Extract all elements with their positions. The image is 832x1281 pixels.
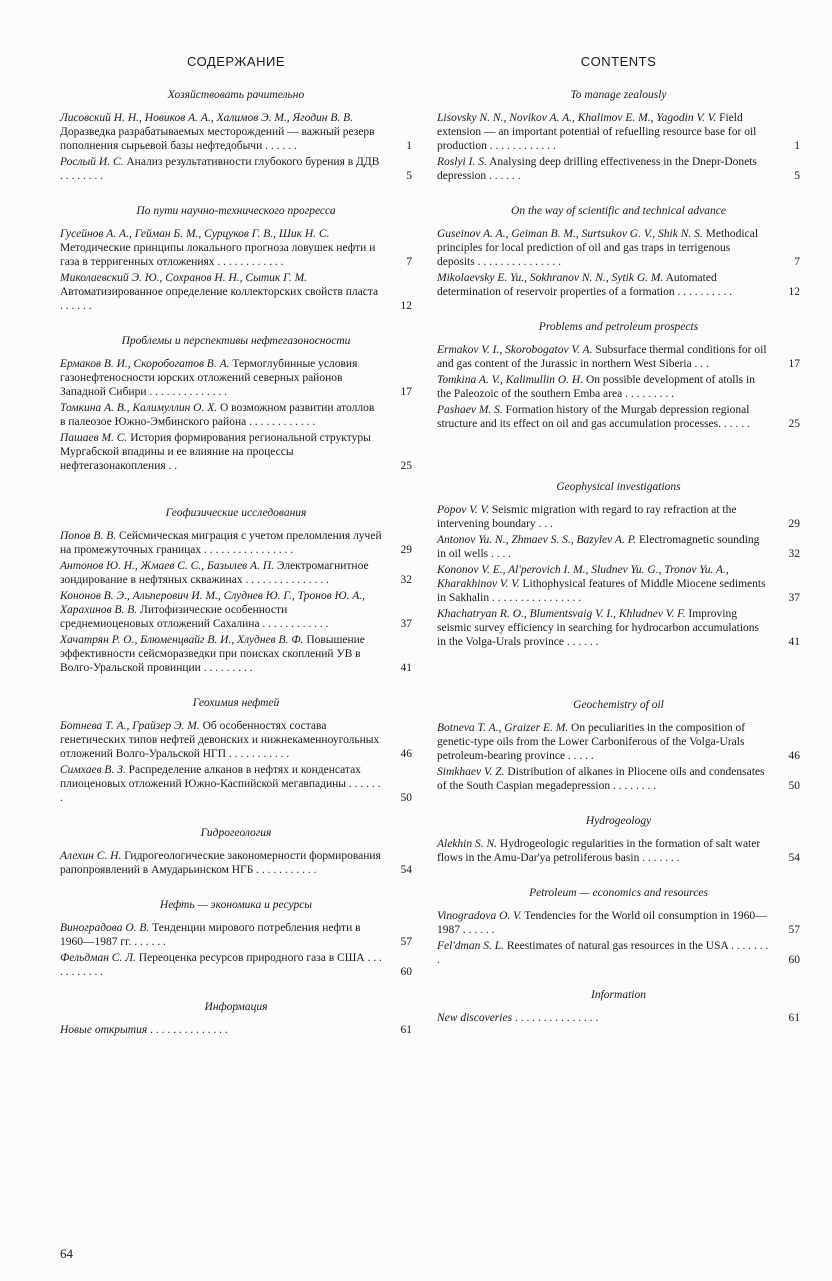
toc-entry <box>437 533 800 561</box>
entry-page: 61 <box>400 1024 412 1036</box>
toc-entry <box>60 849 412 877</box>
entry-title: Field extension — an important potential of refuelling resource base for oil production . . . . . . . . . . . . <box>437 112 757 152</box>
entry-page: 32 <box>400 574 412 586</box>
toc-entry <box>60 155 412 183</box>
entry-title: Electromagnetic sounding in oil wells . . . . <box>437 534 760 560</box>
toc-entry <box>437 939 800 967</box>
entry-page: 54 <box>400 864 412 876</box>
toc-entry <box>437 503 800 531</box>
toc-section <box>60 507 412 675</box>
entry-page: 5 <box>794 170 800 182</box>
entry-authors: Ермаков В. И., Скоробогатов В. А. <box>60 358 230 370</box>
toc-entry <box>60 431 412 473</box>
toc-section <box>60 899 412 979</box>
entry-page: 60 <box>400 966 412 978</box>
toc-section <box>437 989 800 1025</box>
entry-page: 1 <box>794 140 800 152</box>
entry-authors: Алехин С. Н. <box>60 850 122 862</box>
entry-authors: Фельдман С. Л. <box>60 952 136 964</box>
toc-section <box>437 481 800 649</box>
entry-title: Analysing deep drilling effectiveness in the Dnepr-Donets depression . . . . . . <box>437 156 757 182</box>
toc-section <box>437 699 800 793</box>
toc-entry <box>60 559 412 587</box>
entry-authors: Antonov Yu. N., Zhmaev S. S., Bazylev A. P. <box>437 534 637 546</box>
entry-title: Доразведка разрабатываемых месторождений — важный резерв пополнения сырьевой базы нефтедобычи . . . . . . <box>60 126 375 152</box>
entry-page: 29 <box>400 544 412 556</box>
toc-entry <box>60 921 412 949</box>
toc-entry <box>60 633 412 675</box>
entry-page: 41 <box>400 662 412 674</box>
section-title: Геофизические исследования <box>165 507 307 519</box>
entry-title: Automated determination of reservoir properties of a formation . . . . . . . . . . <box>437 272 733 298</box>
entry-page: 17 <box>400 386 412 398</box>
entry-page: 25 <box>400 460 412 472</box>
entry-page: 61 <box>788 1012 800 1024</box>
entry-authors: Pashaev M. S. <box>437 404 503 416</box>
toc-section <box>60 697 412 805</box>
toc-entry <box>437 765 800 793</box>
entry-authors: Хачатрян Р. О., Блюменцвайг В. И., Хлуднев В. Ф. <box>60 634 304 646</box>
entry-title: Formation history of the Murgab depression regional structure and its effect on oil and gas accumulation processes. . . . . . <box>437 404 750 430</box>
entry-title: Seismic migration with regard to ray refraction at the intervening boundary . . . <box>437 504 737 530</box>
toc-section <box>60 335 412 473</box>
entry-title: Improving seismic survey efficiency in searching for hydrocarbon accumulations in the Volga-Urals province . . . . . . <box>437 608 759 648</box>
entry-page: 46 <box>400 748 412 760</box>
entry-authors: Антонов Ю. Н., Жмаев С. С., Базылев А. П. <box>60 560 275 572</box>
toc-entry <box>437 721 800 763</box>
section-title: Information <box>591 989 646 1001</box>
entry-page: 41 <box>788 636 800 648</box>
entry-title: Об особенностях состава генетических типов нефтей девонских и нижнекаменноугольных отложений Волго-Уральской НГП . . . . . . . . . . . <box>60 720 380 760</box>
entry-page: 50 <box>788 780 800 792</box>
entry-authors: Roslyi I. S. <box>437 156 487 168</box>
toc-entry <box>437 909 800 937</box>
entry-page: 50 <box>400 792 412 804</box>
toc-entry <box>437 111 800 153</box>
entry-title: Методические принципы локального прогноза ловушек нефти и газа в терригенных отложениях . . . . . . . . . . . . <box>60 242 376 268</box>
entry-authors: Пашаев М. С. <box>60 432 128 444</box>
toc-entry <box>437 563 800 605</box>
entry-page: 37 <box>400 618 412 630</box>
entry-authors: Lisovsky N. N., Novikov A. A., Khalimov E. M., Yagodin V. V. <box>437 112 717 124</box>
toc-entry <box>437 227 800 269</box>
section-title: Petroleum — economics and resources <box>529 887 708 899</box>
entry-title: О возможном развитии атоллов в палеозое Южно-Эмбинского района . . . . . . . . . . . . <box>60 402 375 428</box>
entry-authors: Рослый И. С. <box>60 156 124 168</box>
entry-authors: Guseinov A. A., Geiman B. M., Surtsukov G. V., Shik N. S. <box>437 228 703 240</box>
section-title: To manage zealously <box>570 89 667 101</box>
toc-entry <box>437 373 800 401</box>
entry-title: Повышение эффективности сейсморазведки при поисках скоплений УВ в Волго-Уральской провинции . . . . . . . . . <box>60 634 365 674</box>
toc-section <box>60 89 412 183</box>
entry-authors: Гусейнов А. А., Гейман Б. М., Сурцуков Г. В., Шик Н. С. <box>60 228 330 240</box>
section-title: On the way of scientific and technical advance <box>511 205 726 217</box>
entry-authors: Томкина А. В., Калимуллин О. Х. <box>60 402 218 414</box>
toc-entry <box>437 837 800 865</box>
section-title: Нефть — экономика и ресурсы <box>159 899 313 911</box>
entry-authors: Vinogradova O. V. <box>437 910 522 922</box>
section-title: Geochemistry of oil <box>573 699 664 711</box>
section-title: Problems and petroleum prospects <box>538 321 699 333</box>
toc-entry <box>437 343 800 371</box>
toc-heading-ru: СОДЕРЖАНИЕ <box>186 54 285 69</box>
entry-title: Тенденции мирового потребления нефти в 1960—1987 гг. . . . . . . <box>60 922 361 948</box>
entry-page: 57 <box>400 936 412 948</box>
entry-title: Subsurface thermal conditions for oil and gas content of the Jurassic in northern West Siberia . . . <box>437 344 767 370</box>
toc-section <box>437 887 800 967</box>
toc-entry <box>60 271 412 313</box>
toc-entry <box>60 1023 412 1037</box>
toc-entry <box>437 607 800 649</box>
toc-entry <box>60 589 412 631</box>
entry-title: История формирования региональной структуры Мургабской впадины и ее влияние на процессы нефтегазонакопления . . <box>60 432 371 472</box>
toc-section <box>60 827 412 877</box>
toc-entry <box>60 401 412 429</box>
entry-page: 17 <box>788 358 800 370</box>
toc-entry <box>60 357 412 399</box>
entry-authors: Mikolaevsky E. Yu., Sokhranov N. N., Sytik G. M. <box>437 272 664 284</box>
entry-title: Hydrogeologic regularities in the formation of salt water flows in the Amu-Dar'ya petroliferous basin . . . . . . . <box>437 838 761 864</box>
entry-page: 32 <box>788 548 800 560</box>
entry-authors: Кононов В. Э., Альперович И. М., Слуднев Ю. Г., Тронов Ю. А., Харахинов В. В. <box>60 590 365 616</box>
toc-russian-column <box>60 48 412 1039</box>
entry-title: On peculiarities in the composition of genetic-type oils from the Lower Carboniferous of the Volga-Urals petroleum-bearing province . . . . . <box>437 722 746 762</box>
section-title: Геохимия нефтей <box>192 697 280 709</box>
toc-entry <box>60 111 412 153</box>
toc-section <box>60 205 412 313</box>
entry-authors: Лисовский Н. Н., Новиков А. А., Халимов Э. М., Ягодин В. В. <box>60 112 354 124</box>
entry-authors: Kononov V. E., Al'perovich I. M., Sludnev Yu. G., Tronov Yu. A., Kharakhinov V. V. <box>437 564 729 590</box>
section-title: Гидрогеология <box>200 827 272 839</box>
entry-title: Reestimates of natural gas resources in the USA . . . . . . . . <box>437 940 769 966</box>
entry-page: 12 <box>788 286 800 298</box>
section-title: Geophysical investigations <box>556 481 681 493</box>
entry-authors: Виноградова О. В. <box>60 922 150 934</box>
entry-page: 54 <box>788 852 800 864</box>
entry-authors: Попов В. В. <box>60 530 117 542</box>
entry-page: 1 <box>406 140 412 152</box>
section-title: Проблемы и перспективы нефтегазоносности <box>121 335 351 347</box>
entry-page: 46 <box>788 750 800 762</box>
toc-entry <box>437 1011 800 1025</box>
toc-section <box>437 205 800 299</box>
entry-page: 25 <box>788 418 800 430</box>
entry-authors: Симхаев В. З. <box>60 764 126 776</box>
entry-authors: Simkhaev V. Z. <box>437 766 505 778</box>
entry-title: Methodical principles for local prediction of oil and gas traps in terrigenous deposits . . . . . . . . . . . . . . . <box>437 228 759 268</box>
entry-page: 5 <box>406 170 412 182</box>
page-number: 64 <box>60 1246 73 1261</box>
entry-page: 12 <box>400 300 412 312</box>
toc-heading-en: CONTENTS <box>580 54 657 69</box>
entry-authors: Botneva T. A., Graizer E. M. <box>437 722 569 734</box>
toc-entry <box>60 763 412 805</box>
toc-entry <box>437 155 800 183</box>
toc-section <box>437 815 800 865</box>
toc-entry <box>437 271 800 299</box>
entry-title: Распределение алканов в нефтях и конденсатах плиоценовых отложений Южно-Каспийской мегавпадины . . . . . . . <box>60 764 381 804</box>
entry-authors: Khachatryan R. O., Blumentsvaig V. I., Khludnev V. F. <box>437 608 686 620</box>
entry-authors: Popov V. V. <box>437 504 489 516</box>
entry-title: Электромагнитное зондирование в нефтяных скважинах . . . . . . . . . . . . . . . <box>60 560 369 586</box>
entry-title: Tendencies for the World oil consumption in 1960—1987 . . . . . . <box>437 910 767 936</box>
toc-entry <box>60 227 412 269</box>
entry-title: Сейсмическая миграция с учетом преломления лучей на промежуточных границах . . . . . . . . . . . . . . . . <box>60 530 382 556</box>
entry-title: Автоматизированное определение коллекторских свойств пласта . . . . . . <box>60 286 379 312</box>
toc-entry <box>437 403 800 431</box>
entry-title: Термоглубинные условия газонефтеносности юрских отложений северных районов Западной Сибири . . . . . . . . . . . . . . <box>60 358 358 398</box>
entry-authors: Alekhin S. N. <box>437 838 498 850</box>
entry-page: 57 <box>788 924 800 936</box>
toc-section <box>437 321 800 431</box>
entry-title: Lithophysical features of Middle Miocene sediments in Sakhalin . . . . . . . . . . . . . . . . <box>437 578 766 604</box>
toc-section <box>60 1001 412 1037</box>
entry-title: Гидрогеологические закономерности формирования рапопроявлений в Амударьинском НГБ . . . . . . . . . . . <box>60 850 381 876</box>
entry-page: 7 <box>406 256 412 268</box>
entry-title: . . . . . . . . . . . . . . <box>147 1024 228 1036</box>
toc-section <box>437 89 800 183</box>
section-title: Информация <box>204 1001 268 1013</box>
entry-authors: Миколаевский Э. Ю., Сохранов Н. Н., Сытик Г. М. <box>60 272 308 284</box>
entry-page: 7 <box>794 256 800 268</box>
entry-authors: Новые открытия <box>60 1024 148 1036</box>
toc-entry <box>60 529 412 557</box>
entry-title: Distribution of alkanes in Pliocene oils and condensates of the South Caspian megadepression . . . . . . . . <box>437 766 765 792</box>
toc-entry <box>60 719 412 761</box>
section-title: Hydrogeology <box>585 815 652 827</box>
toc-english-column <box>437 48 800 1027</box>
entry-page: 37 <box>788 592 800 604</box>
entry-title: . . . . . . . . . . . . . . . <box>512 1012 599 1024</box>
entry-page: 29 <box>788 518 800 530</box>
toc-entry <box>60 951 412 979</box>
entry-authors: Fel'dman S. L. <box>437 940 504 952</box>
entry-authors: Tomkina A. V., Kalimullin O. H. <box>437 374 584 386</box>
entry-authors: Ботнева Т. А., Грайзер Э. М. <box>60 720 200 732</box>
section-title: По пути научно-технического прогресса <box>136 205 336 217</box>
entry-title: On possible development of atolls in the Paleozoic of the southern Emba area . . . . . . . . . <box>437 374 755 400</box>
section-title: Хозяйствовать рачительно <box>167 89 305 101</box>
entry-title: Анализ результативности глубокого бурения в ДДВ . . . . . . . . <box>60 156 380 182</box>
entry-page: 60 <box>788 954 800 966</box>
entry-authors: New discoveries <box>437 1012 513 1024</box>
entry-title: Литофизические особенности среднемиоценовых отложений Сахалина . . . . . . . . . . . . <box>60 604 329 630</box>
entry-title: Переоценка ресурсов природного газа в США . . . . . . . . . . . <box>60 952 382 978</box>
entry-authors: Ermakov V. I., Skorobogatov V. A. <box>437 344 593 356</box>
